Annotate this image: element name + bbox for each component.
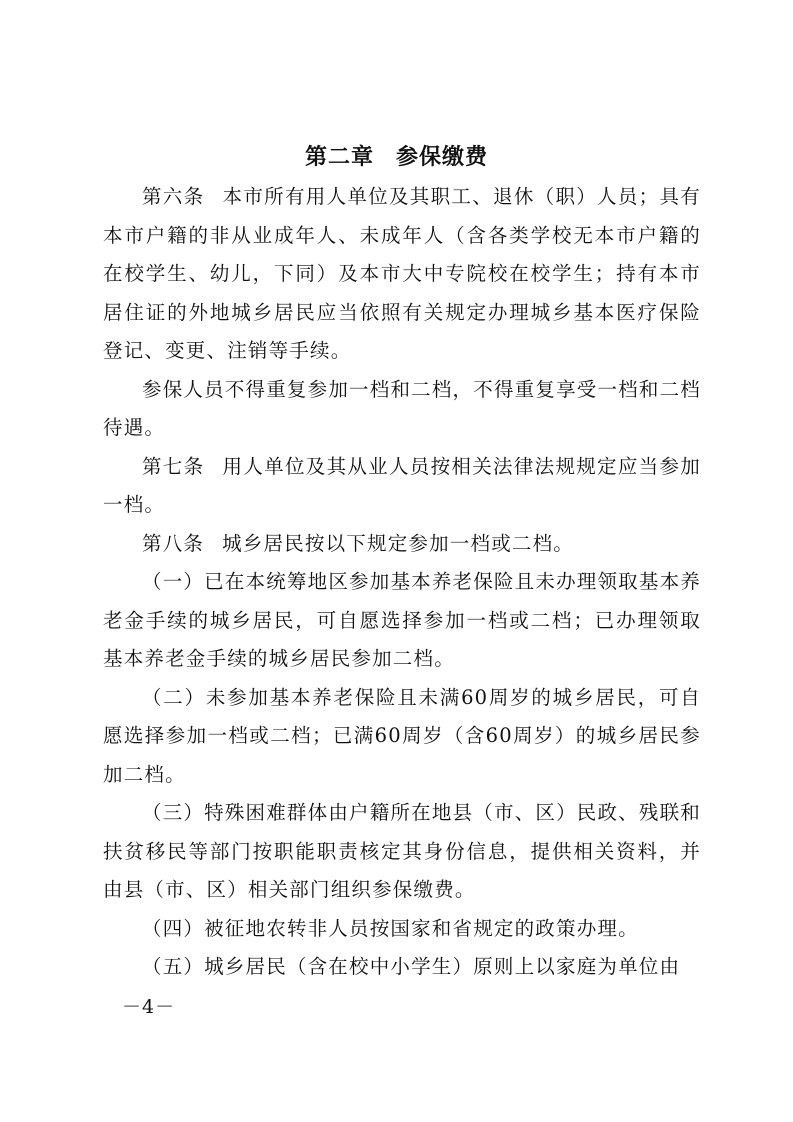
paragraph-text: （四）被征地农转非人员按国家和省规定的政策办理。 (142, 916, 639, 940)
paragraph-text: 参保人员不得重复参加一档和二档，不得重复享受一档和二档待遇。 (103, 377, 701, 439)
article-8-item-1 (103, 563, 701, 679)
article-8-item-4 (103, 910, 701, 949)
chapter-title: 参保缴费 (396, 144, 489, 170)
article-8-item-3 (103, 794, 701, 910)
article-number: 第八条 (142, 531, 205, 555)
document-body (103, 178, 701, 987)
paragraph-text: 城乡居民按以下规定参加一档或二档。 (222, 531, 575, 555)
paragraph-text: （一）已在本统筹地区参加基本养老保险且未办理领取基本养老金手续的城乡居民，可自愿选择参加一档或二档；已办理领取基本养老金手续的城乡居民参加二档。 (103, 570, 701, 670)
paragraph-text: （五）城乡居民（含在校中小学生）原则上以家庭为单位由 (142, 955, 681, 978)
page-number: －4－ (122, 996, 176, 1018)
chapter-heading (0, 139, 793, 175)
chapter-number: 第二章 (304, 144, 374, 170)
article-8-paragraph (103, 525, 701, 564)
article-8-item-2 (103, 679, 701, 795)
article-8-item-5 (103, 948, 701, 987)
article-6-clause-paragraph (103, 371, 701, 448)
article-number: 第七条 (142, 454, 205, 478)
article-number: 第六条 (142, 185, 205, 208)
paragraph-text: （二）未参加基本养老保险且未满60周岁的城乡居民，可自愿选择参加一档或二档；已满60周岁（含60周岁）的城乡居民参加二档。 (103, 685, 701, 786)
paragraph-text: （三）特殊困难群体由户籍所在地县（市、区）民政、残联和扶贫移民等部门按职能职责核定其身份信息，提供相关资料，并由县（市、区）相关部门组织参保缴费。 (103, 801, 701, 901)
article-6-paragraph (103, 178, 701, 371)
article-7-paragraph (103, 448, 701, 525)
paragraph-text: 本市所有用人单位及其职工、退休（职）人员；具有本市户籍的非从业成年人、未成年人（含各类学校无本市户籍的在校学生、幼儿，下同）及本市大中专院校在校学生；持有本市居住证的外地城乡居民应当依照有关规定办理城乡基本医疗保险登记、变更、注销等手续。 (103, 185, 701, 362)
paragraph-text: 用人单位及其从业人员按相关法律法规规定应当参加一档。 (103, 454, 701, 516)
